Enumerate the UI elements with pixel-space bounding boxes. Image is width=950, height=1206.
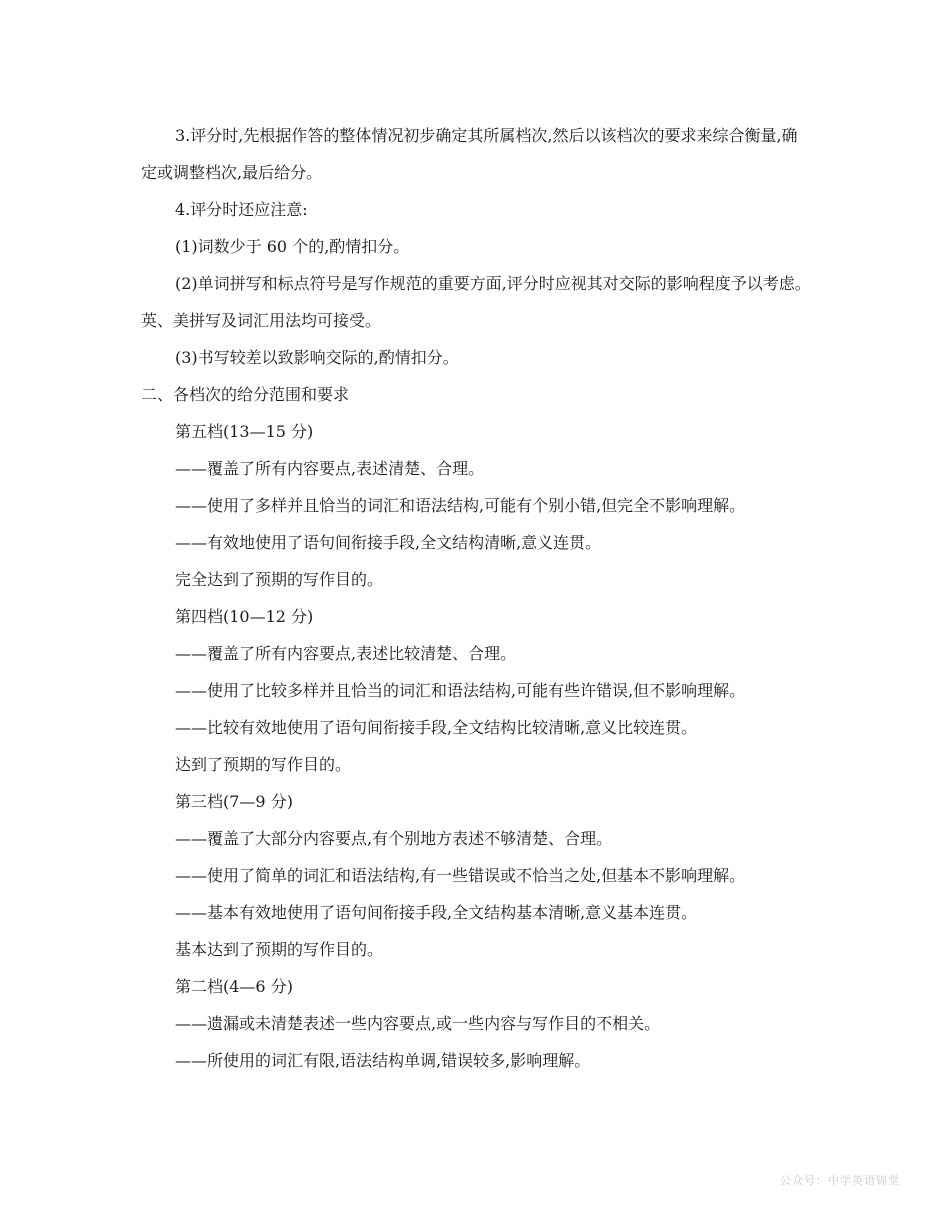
grade-heading: 第三档(7—9 分)	[175, 792, 293, 811]
paragraph-line: (2)单词拼写和标点符号是写作规范的重要方面,评分时应视其对交际的影响程度予以考虑。	[175, 274, 811, 293]
criterion-item: ——覆盖了所有内容要点,表述清楚、合理。	[175, 459, 485, 478]
criterion-item: ——基本有效地使用了语句间衔接手段,全文结构基本清晰,意义基本连贯。	[175, 903, 698, 922]
grade-summary: 完全达到了预期的写作目的。	[175, 570, 384, 589]
grade-heading: 第四档(10—12 分)	[175, 607, 314, 626]
paragraph-line: (1)词数少于 60 个的,酌情扣分。	[175, 237, 410, 256]
criterion-item: ——使用了比较多样并且恰当的词汇和语法结构,可能有些许错误,但不影响理解。	[175, 681, 746, 700]
paragraph-line: 英、美拼写及词汇用法均可接受。	[141, 311, 382, 330]
criterion-item: ——覆盖了所有内容要点,表述比较清楚、合理。	[175, 644, 517, 663]
grade-summary: 达到了预期的写作目的。	[175, 755, 352, 774]
criterion-item: ——使用了多样并且恰当的词汇和语法结构,可能有个别小错,但完全不影响理解。	[175, 496, 746, 515]
paragraph-line: 定或调整档次,最后给分。	[141, 163, 323, 182]
criterion-item: ——有效地使用了语句间衔接手段,全文结构清晰,意义连贯。	[175, 533, 602, 552]
criterion-item: ——覆盖了大部分内容要点,有个别地方表述不够清楚、合理。	[175, 829, 613, 848]
criterion-item: ——比较有效地使用了语句间衔接手段,全文结构比较清晰,意义比较连贯。	[175, 718, 698, 737]
criterion-item: ——遗漏或未清楚表述一些内容要点,或一些内容与写作目的不相关。	[175, 1014, 661, 1033]
paragraph-line: 4.评分时还应注意:	[175, 200, 308, 219]
grade-summary: 基本达到了预期的写作目的。	[175, 940, 384, 959]
section-heading: 二、各档次的给分范围和要求	[141, 385, 350, 404]
criterion-item: ——所使用的词汇有限,语法结构单调,错误较多,影响理解。	[175, 1051, 591, 1070]
criterion-item: ——使用了简单的词汇和语法结构,有一些错误或不恰当之处,但基本不影响理解。	[175, 866, 746, 885]
watermark: 公众号：中学英语锦堂	[780, 1174, 900, 1187]
paragraph-line: (3)书写较差以致影响交际的,酌情扣分。	[175, 348, 459, 367]
paragraph-line: 3.评分时,先根据作答的整体情况初步确定其所属档次,然后以该档次的要求来综合衡量,确	[175, 126, 798, 145]
grade-heading: 第五档(13—15 分)	[175, 422, 314, 441]
grade-heading: 第二档(4—6 分)	[175, 977, 293, 996]
